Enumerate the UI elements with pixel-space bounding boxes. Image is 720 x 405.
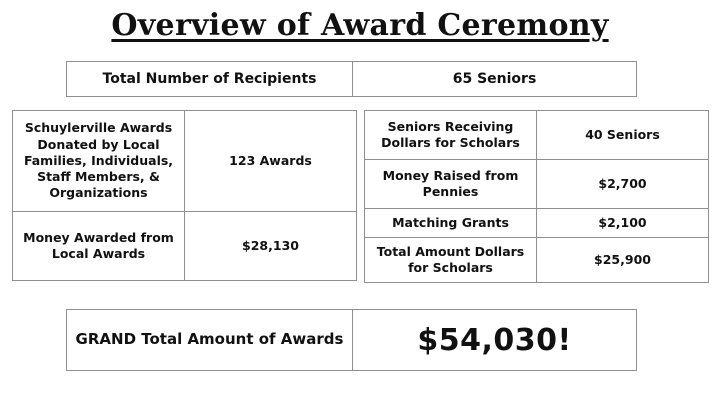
scholars-total-label: Total Amount Dollars for Scholars (365, 238, 537, 283)
scholars-grants-value: $2,100 (537, 209, 709, 238)
grand-total-table (66, 309, 637, 371)
table-row (13, 212, 357, 281)
table-row (365, 111, 709, 160)
grand-total-value: $54,030! (353, 310, 637, 371)
table-row (365, 160, 709, 209)
page-title: Overview of Award Ceremony (111, 8, 609, 43)
table-row (67, 62, 637, 97)
scholars-table (364, 110, 709, 283)
table-row (365, 238, 709, 283)
scholars-pennies-value: $2,700 (537, 160, 709, 209)
scholars-pennies-label: Money Raised from Pennies (365, 160, 537, 209)
table-row (67, 310, 637, 371)
local-awards-money-label: Money Awarded from Local Awards (13, 212, 185, 281)
scholars-total-value: $25,900 (537, 238, 709, 283)
recipients-table (66, 61, 637, 97)
table-row (13, 111, 357, 212)
local-awards-count-value: 123 Awards (185, 111, 357, 212)
grand-total-label: GRAND Total Amount of Awards (67, 310, 353, 371)
recipients-label: Total Number of Recipients (67, 62, 353, 97)
scholars-grants-label: Matching Grants (365, 209, 537, 238)
scholars-seniors-value: 40 Seniors (537, 111, 709, 160)
local-awards-money-value: $28,130 (185, 212, 357, 281)
scholars-seniors-label: Seniors Receiving Dollars for Scholars (365, 111, 537, 160)
table-row (365, 209, 709, 238)
local-awards-count-label: Schuylerville Awards Donated by Local Families, Individuals, Staff Members, & Organizations (13, 111, 185, 212)
local-awards-table (12, 110, 357, 281)
recipients-value: 65 Seniors (353, 62, 637, 97)
